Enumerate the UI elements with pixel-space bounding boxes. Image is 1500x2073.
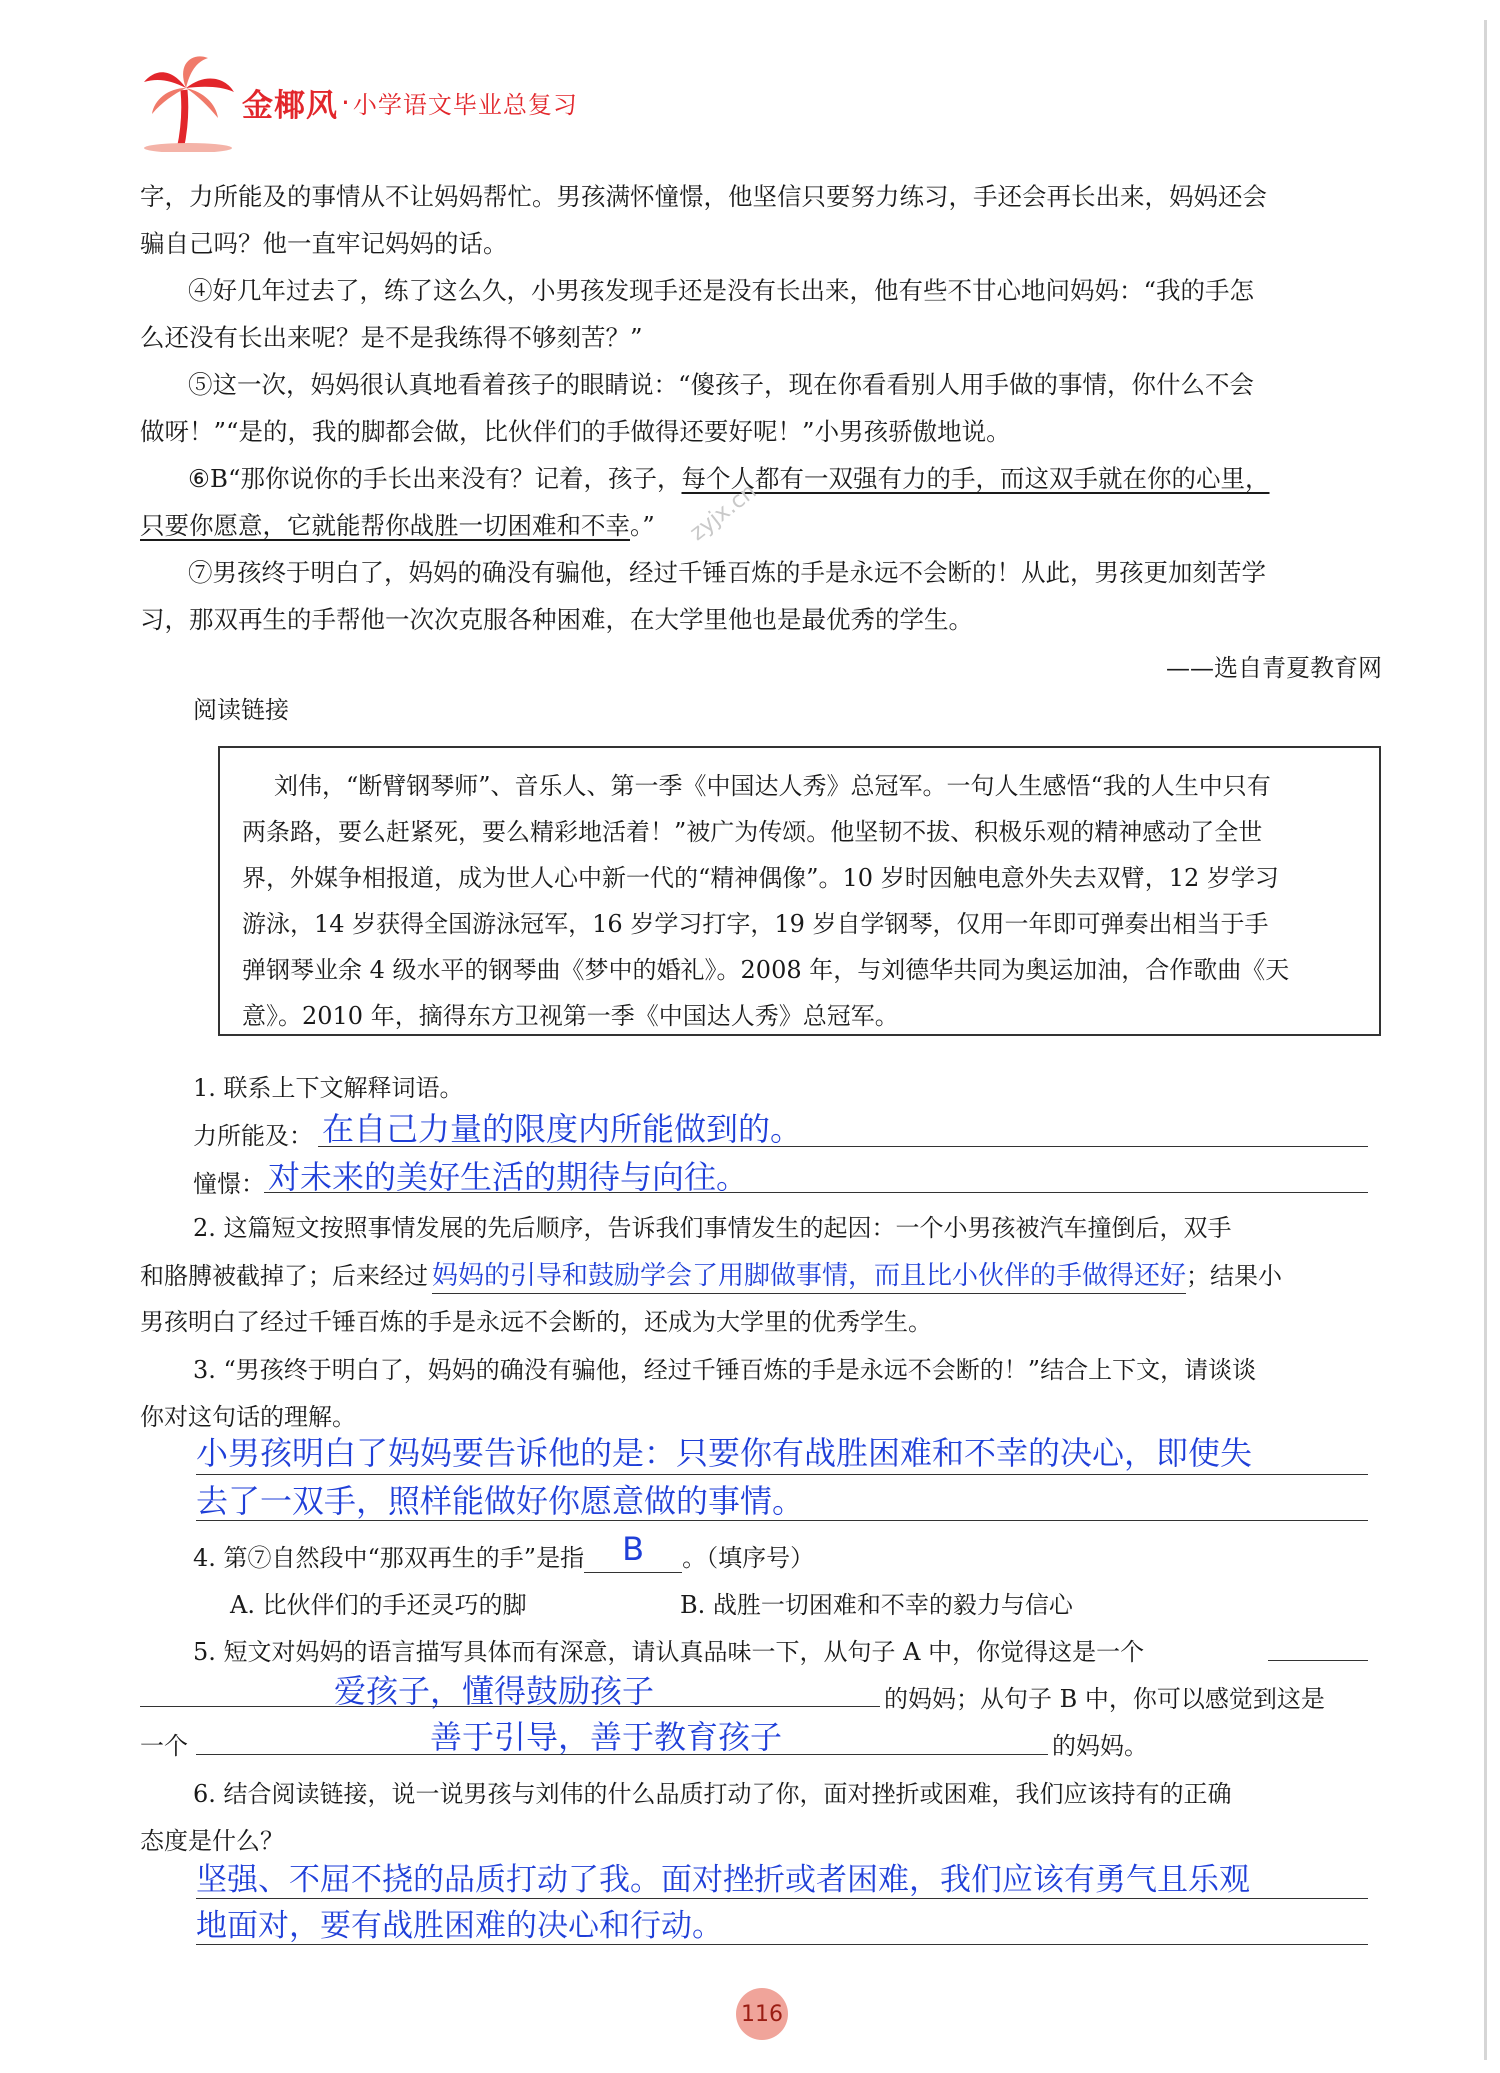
- q5-line-1: 5. 短文对妈妈的语言描写具体而有深意，请认真品味一下，从句子 A 中，你觉得这是一个: [193, 1638, 1145, 1666]
- box-line: 刘伟，“断臂钢琴师”、音乐人、第一季《中国达人秀》总冠军。一句人生感悟“我的人生中只有: [274, 772, 1271, 800]
- q4-blank: [584, 1530, 682, 1573]
- paragraph-6-cont: [140, 502, 1385, 549]
- paragraph-5: ⑤这一次，妈妈很认真地看着孩子的眼睛说：“傻孩子，现在你看看别人用手做的事情，你什么不会: [188, 370, 1255, 399]
- answer-line: [196, 1898, 1368, 1899]
- page-edge: [1484, 20, 1487, 2060]
- answer-line: [196, 1474, 1368, 1475]
- box-line: 弹钢琴业余 4 级水平的钢琴曲《梦中的婚礼》。2008 年，与刘德华共同为奥运加油，合作歌曲《天: [242, 956, 1290, 984]
- sentence-b-underlined-cont: 只要你愿意，它就能帮你战胜一切困难和不幸: [140, 511, 630, 540]
- q1-prompt: 1. 联系上下文解释词语。: [193, 1074, 464, 1102]
- q2-line-3: 男孩明白了经过千锤百炼的手是永远不会断的，还成为大学里的优秀学生。: [140, 1308, 932, 1336]
- q5-line-3-post: 的妈妈。: [1052, 1732, 1148, 1760]
- q5-line-2: 的妈妈；从句子 B 中，你可以感觉到这是: [884, 1685, 1325, 1713]
- answer-line: [196, 1944, 1368, 1945]
- q6-answer-1: 坚强、不屈不挠的品质打动了我。面对挫折或者困难，我们应该有勇气且乐观: [196, 1862, 1250, 1898]
- q1-term-1: 力所能及：: [193, 1122, 313, 1150]
- q3-line-1: 3. “男孩终于明白了，妈妈的确没有骗他，经过千锤百炼的手是永远不会断的！”结合上下文，请谈谈: [193, 1356, 1257, 1384]
- q3-answer-2: 去了一双手，照样能做好你愿意做的事情。: [196, 1482, 805, 1520]
- q6-line-1: 6. 结合阅读链接，说一说男孩与刘伟的什么品质打动了你，面对挫折或困难，我们应该持有的正确: [193, 1780, 1232, 1808]
- q4-answer: B: [622, 1530, 645, 1568]
- box-line: 界，外媒争相报道，成为世人心中新一代的“精神偶像”。10 岁时因触电意外失去双臂，12 岁学习: [242, 864, 1279, 892]
- paragraph-4: ④好几年过去了，练了这么久，小男孩发现手还是没有长出来，他有些不甘心地问妈妈：“我的手怎: [188, 276, 1255, 305]
- passage-line: 骗自己吗？他一直牢记妈妈的话。: [140, 229, 508, 258]
- box-line: 游泳，14 岁获得全国游泳冠军，16 岁学习打字，19 岁自学钢琴，仅用一年即可弹奏出相当于手: [242, 910, 1269, 938]
- header: [140, 52, 578, 152]
- paragraph-4-cont: 么还没有长出来呢？是不是我练得不够刻苦？”: [140, 323, 643, 352]
- q4-prompt: [193, 1530, 815, 1573]
- q2-line-2-post: ；结果小: [1186, 1262, 1283, 1290]
- palm-tree-logo-icon: [140, 52, 236, 152]
- q1-answer-2: 对未来的美好生活的期待与向往。: [268, 1158, 749, 1196]
- q1-answer-1: 在自己力量的限度内所能做到的。: [322, 1110, 803, 1148]
- q6-answer-2: 地面对，要有战胜困难的决心和行动。: [196, 1908, 723, 1944]
- page-number: 116: [736, 1988, 788, 2040]
- q2-line-2-pre: 和胳膊被截掉了；后来经过: [140, 1262, 428, 1290]
- answer-line: [196, 1754, 1048, 1755]
- paragraph-5-cont: 做呀！”“是的，我的脚都会做，比伙伴们的手做得还要好呢！”小男孩骄傲地说。: [140, 417, 1011, 446]
- paragraph-7: ⑦男孩终于明白了，妈妈的确没有骗他，经过千锤百炼的手是永远不会断的！从此，男孩更加刻苦学: [188, 558, 1266, 587]
- q5-answer-1: 爱孩子，懂得鼓励孩子: [334, 1672, 655, 1710]
- watermark: zyjx.cn: [685, 479, 762, 546]
- sentence-b-end: 。”: [630, 511, 655, 540]
- passage-source: ——选自青夏教育网: [1166, 654, 1382, 682]
- answer-line: [1268, 1660, 1368, 1661]
- q2-answer: 妈妈的引导和鼓励学会了用脚做事情，而且比小伙伴的手做得还好: [432, 1261, 1186, 1294]
- paragraph-6: [188, 455, 1433, 502]
- q6-line-2: 态度是什么？: [140, 1827, 284, 1855]
- paragraph-7-cont: 习，那双再生的手帮他一次次克服各种困难，在大学里他也是最优秀的学生。: [140, 605, 973, 634]
- box-line: 意》。2010 年，摘得东方卫视第一季《中国达人秀》总冠军。: [242, 1002, 899, 1030]
- passage-line: 字，力所能及的事情从不让妈妈帮忙。男孩满怀憧憬，他坚信只要努力练习，手还会再长出来，妈妈还会: [140, 182, 1267, 211]
- brand-name: 金椰风: [242, 87, 338, 124]
- reading-link-box: [218, 746, 1381, 1036]
- sentence-b-underlined: 每个人都有一双强有力的手，而这双手就在你的心里，: [681, 464, 1270, 493]
- q4-option-b: B. 战胜一切困难和不幸的毅力与信心: [680, 1591, 1073, 1619]
- answer-line: [264, 1192, 1368, 1193]
- sentence-b-start: ⑥B“那你说你的手长出来没有？记着，孩子，: [188, 464, 682, 493]
- q4-prompt-post: 。（填序号）: [682, 1544, 815, 1572]
- book-subtitle: 小学语文毕业总复习: [352, 90, 578, 119]
- reading-link-title: 阅读链接: [193, 696, 289, 724]
- answer-line: [196, 1520, 1368, 1521]
- q2-line-2: [140, 1255, 1282, 1292]
- q2-line-1: 2. 这篇短文按照事情发展的先后顺序，告诉我们事情发生的起因：一个小男孩被汽车撞倒后，双手: [193, 1214, 1232, 1242]
- q4-option-a: A. 比伙伴们的手还灵巧的脚: [230, 1591, 527, 1619]
- q1-term-2: 憧憬：: [193, 1170, 265, 1198]
- answer-line: [318, 1146, 1368, 1147]
- q4-prompt-pre: 4. 第⑦自然段中“那双再生的手”是指: [193, 1544, 585, 1572]
- answer-line: [140, 1706, 880, 1707]
- q3-line-2: 你对这句话的理解。: [140, 1403, 356, 1431]
- q5-line-3-pre: 一个: [140, 1732, 188, 1760]
- box-line: 两条路，要么赶紧死，要么精彩地活着！”被广为传颂。他坚韧不拔、积极乐观的精神感动了全世: [242, 818, 1263, 846]
- q3-answer-1: 小男孩明白了妈妈要告诉他的是：只要你有战胜困难和不幸的决心，即使失: [196, 1434, 1253, 1472]
- brand-separator: ·: [341, 85, 350, 119]
- q5-answer-2: 善于引导，善于教育孩子: [430, 1718, 783, 1756]
